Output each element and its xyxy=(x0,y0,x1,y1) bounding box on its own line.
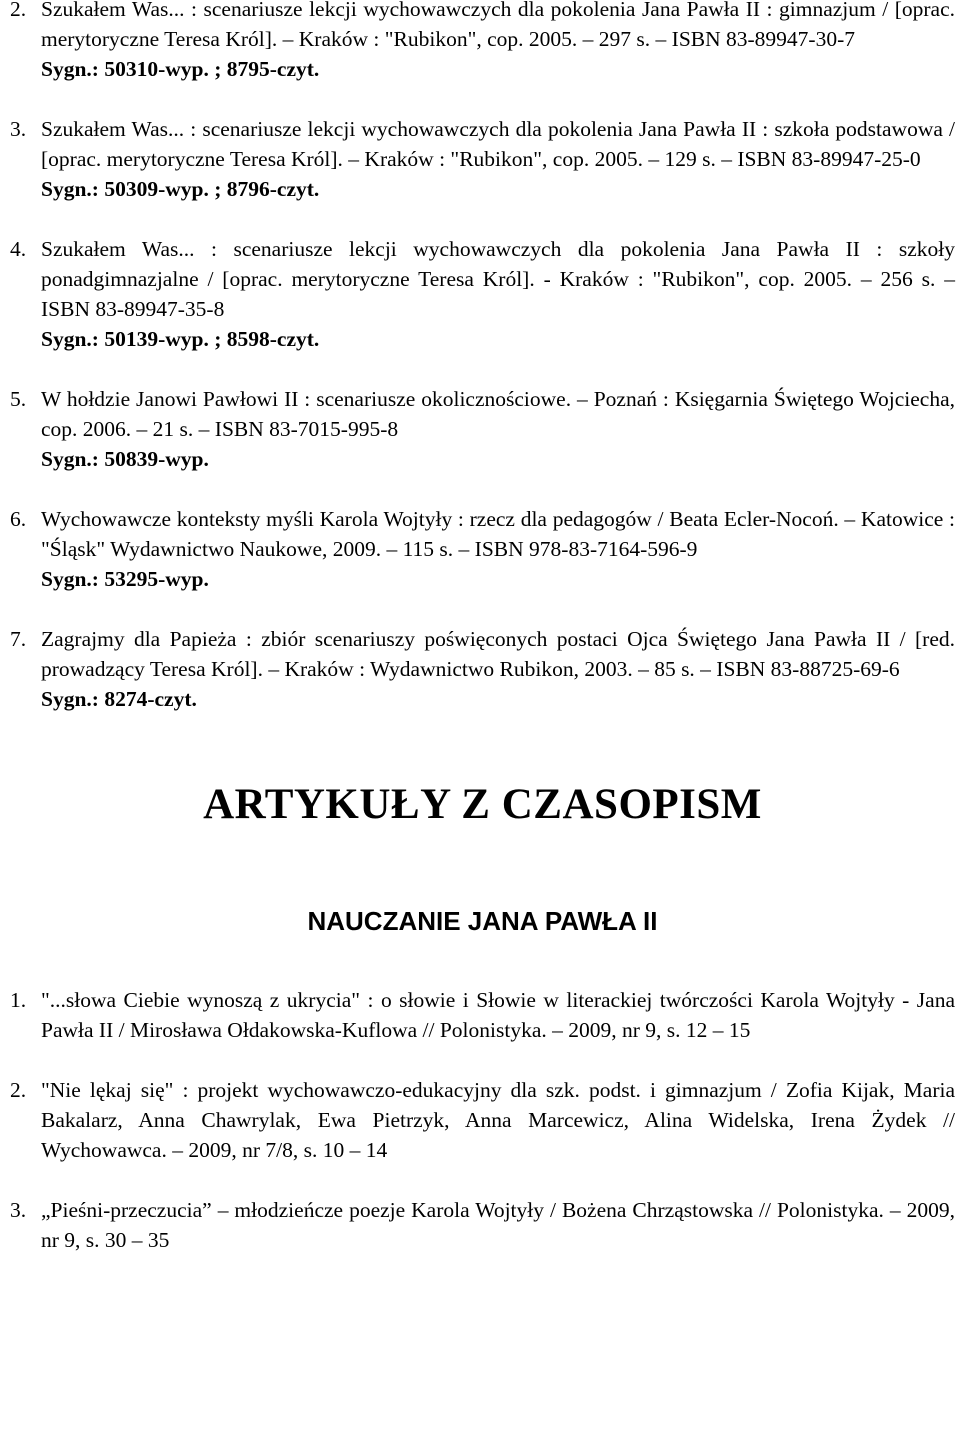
entry-citation: "...słowa Ciebie wynoszą z ukrycia" : o słowie i Słowie w literackiej twórczości Karola Wojtyły - Jana Pawła II / Mirosława Ołdakowska-Kuflowa // Polonistyka. – 2009, nr 9, s. 12 – 15 xyxy=(41,988,955,1042)
entry-number: 4. xyxy=(10,237,27,261)
section-title: ARTYKUŁY Z CZASOPISM xyxy=(203,781,762,828)
entry-number: 1. xyxy=(10,988,27,1012)
list-item-article-1 xyxy=(10,985,955,1045)
call-number: Sygn.: 50139-wyp. ; 8598-czyt. xyxy=(41,327,320,351)
list-item-book-6 xyxy=(10,504,955,594)
list-item-book-3 xyxy=(10,114,955,204)
entry-number: 3. xyxy=(10,1198,27,1222)
list-item-book-5 xyxy=(10,384,955,474)
list-item-book-2 xyxy=(10,0,955,84)
entry-citation: Wychowawcze konteksty myśli Karola Wojtyły : rzecz dla pedagogów / Beata Ecler-Nocoń. – Katowice : "Śląsk" Wydawnictwo Naukowe, 2009. – 115 s. – ISBN 978-83-7164-596-9 xyxy=(41,507,955,561)
entry-citation: Szukałem Was... : scenariusze lekcji wychowawczych dla pokolenia Jana Pawła II : szkoła podstawowa / [oprac. merytoryczne Teresa Król]. – Kraków : "Rubikon", cop. 2005. – 129 s. – ISBN 83-89947-25-0 xyxy=(41,117,955,171)
section-subtitle: NAUCZANIE JANA PAWŁA II xyxy=(307,906,658,936)
entry-citation: „Pieśni-przeczucia” – młodzieńcze poezje Karola Wojtyły / Bożena Chrząstowska // Polonistyka. – 2009, nr 9, s. 30 – 35 xyxy=(41,1198,955,1252)
call-number: Sygn.: 50309-wyp. ; 8796-czyt. xyxy=(41,177,320,201)
list-item-article-2 xyxy=(10,1075,955,1165)
list-item-article-3 xyxy=(10,1195,955,1255)
entry-number: 5. xyxy=(10,387,27,411)
list-item-book-4 xyxy=(10,234,955,354)
call-number: Sygn.: 50839-wyp. xyxy=(41,447,209,471)
call-number: Sygn.: 50310-wyp. ; 8795-czyt. xyxy=(41,57,320,81)
entry-number: 2. xyxy=(10,0,27,21)
entry-number: 2. xyxy=(10,1078,27,1102)
entry-number: 3. xyxy=(10,117,27,141)
call-number: Sygn.: 8274-czyt. xyxy=(41,687,197,711)
entry-citation: Zagrajmy dla Papieża : zbiór scenariuszy poświęconych postaci Ojca Świętego Jana Pawła II / [red. prowadzący Teresa Król]. – Kraków : Wydawnictwo Rubikon, 2003. – 85 s. – ISBN 83-88725-69-6 xyxy=(41,627,955,681)
entry-citation: W hołdzie Janowi Pawłowi II : scenariusze okolicznościowe. – Poznań : Księgarnia Świętego Wojciecha, cop. 2006. – 21 s. – ISBN 83-7015-995-8 xyxy=(41,387,955,441)
entry-number: 7. xyxy=(10,627,27,651)
entry-citation: Szukałem Was... : scenariusze lekcji wychowawczych dla pokolenia Jana Pawła II : szkoły ponadgimnazjalne / [oprac. merytoryczne Teresa Król]. - Kraków : "Rubikon", cop. 2005. – 256 s. – ISBN 83-89947-35-8 xyxy=(41,237,955,321)
entry-number: 6. xyxy=(10,507,27,531)
document-page xyxy=(10,0,955,1255)
call-number: Sygn.: 53295-wyp. xyxy=(41,567,209,591)
entry-citation: "Nie lękaj się" : projekt wychowawczo-edukacyjny dla szk. podst. i gimnazjum / Zofia Kijak, Maria Bakalarz, Anna Chawrylak, Ewa Pietrzyk, Anna Marcewicz, Alina Widelska, Irena Żydek // Wychowawca. – 2009, nr 7/8, s. 10 – 14 xyxy=(41,1078,955,1162)
entry-citation: Szukałem Was... : scenariusze lekcji wychowawczych dla pokolenia Jana Pawła II : gimnazjum / [oprac. merytoryczne Teresa Król]. – Kraków : "Rubikon", cop. 2005. – 297 s. – ISBN 83-89947-30-7 xyxy=(41,0,955,51)
list-item-book-7 xyxy=(10,624,955,714)
